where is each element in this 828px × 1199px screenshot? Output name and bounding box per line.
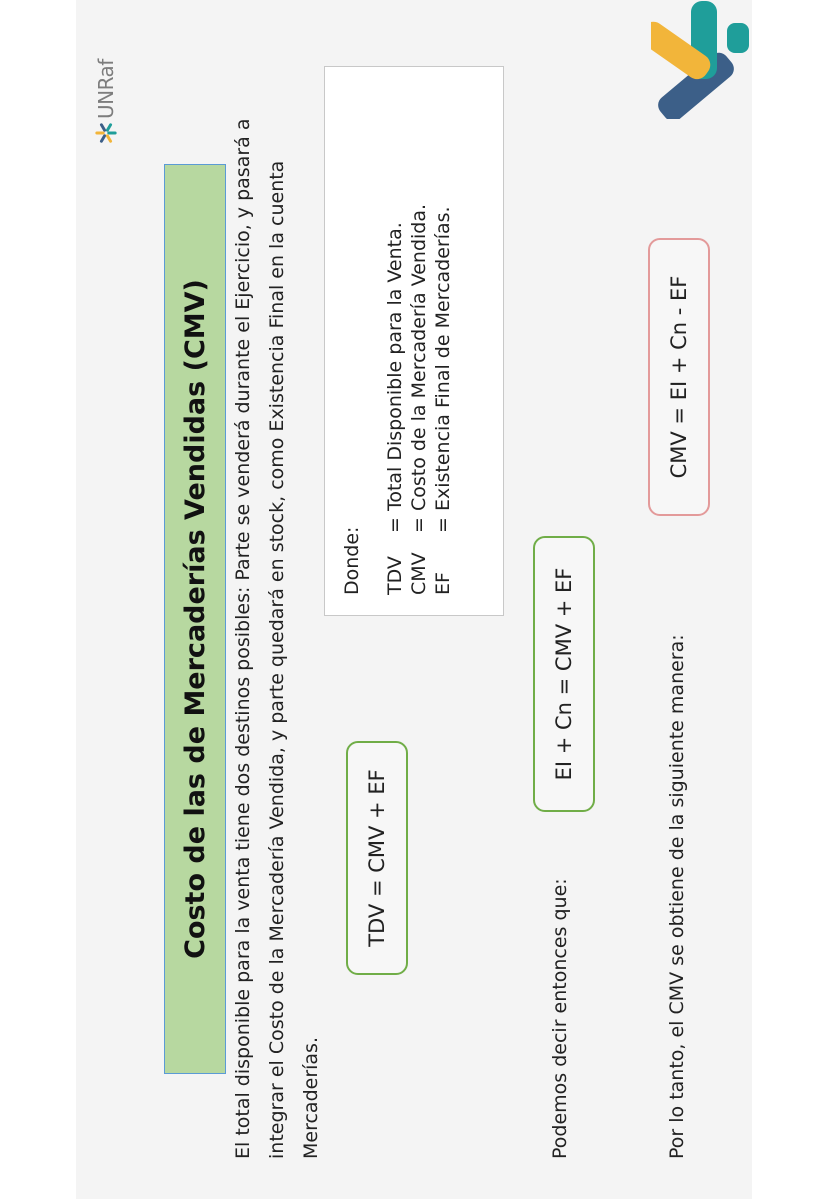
intro-paragraph: El total disponible para la venta tiene dos destinos posibles: Parte se venderá durante el Ejercicio, y pasará a integrar el Costo de la Mercadería Vendida, y parte quedará en stock, como Existencia Final en la cuenta Mercaderías. — [232, 118, 322, 1159]
definition-meaning: = Existencia Final de Mercaderías. — [432, 206, 454, 533]
definition-meaning: = Total Disponible para la Venta. — [384, 222, 406, 533]
definition-row — [431, 87, 455, 595]
brand-logo-text: UNRaf — [94, 59, 118, 119]
formula-cmv-text: CMV = EI + Cn - EF — [667, 275, 691, 479]
definition-meaning: = Costo de la Mercadería Vendida. — [408, 203, 430, 533]
brand-logo — [94, 59, 118, 144]
slide-content — [76, 0, 752, 1199]
formula-box-balance — [533, 536, 595, 812]
definition-row — [383, 87, 407, 595]
formula-box-tdv — [346, 741, 408, 975]
unraf-logo-graphic — [651, 0, 752, 119]
definitions-box — [324, 66, 504, 616]
asterisk-star-icon — [95, 122, 117, 144]
definition-abbr: TDV — [384, 556, 406, 595]
page-title: Costo de las de Mercaderías Vendidas (CMV) — [179, 279, 211, 959]
therefore-text: Por lo tanto, el CMV se obtiene de la siguiente manera: — [666, 634, 688, 1159]
formula-tdv-text: TDV = CMV + EF — [365, 769, 389, 947]
conclusion-intro-text: Podemos decir entonces que: — [549, 878, 571, 1159]
title-banner — [164, 164, 226, 1074]
definition-abbr: CMV — [408, 552, 430, 595]
slide — [76, 0, 752, 1199]
definitions-heading: Donde: — [341, 526, 363, 595]
teal-bar-small — [727, 23, 749, 53]
definition-abbr: EF — [432, 572, 454, 595]
formula-box-cmv — [648, 238, 710, 516]
definition-row — [407, 87, 431, 595]
formula-balance-text: EI + Cn = CMV + EF — [552, 567, 576, 781]
